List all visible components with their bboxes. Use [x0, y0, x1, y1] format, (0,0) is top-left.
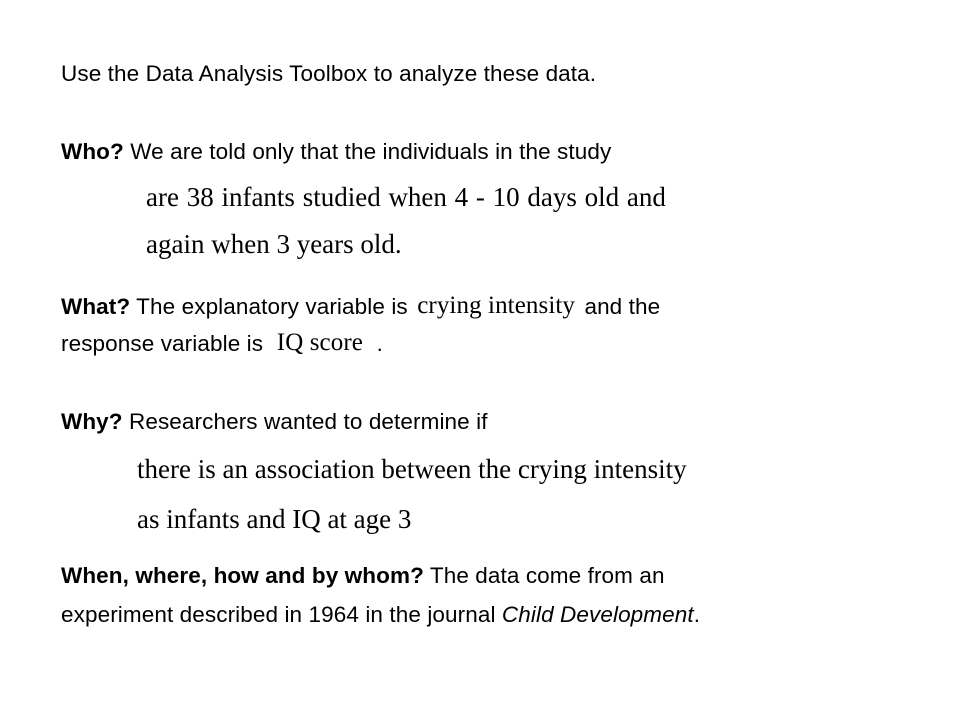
when-label: When, where, how and by whom? [61, 563, 424, 588]
response-variable-blank [263, 329, 377, 359]
who-line [61, 137, 611, 167]
what-line-1 [61, 292, 660, 322]
what-line-2 [61, 329, 383, 359]
what-label: What? [61, 294, 131, 319]
response-text-after: . [376, 331, 383, 356]
who-text: We are told only that the individuals in the study [123, 139, 612, 164]
response-variable-answer: IQ score [276, 329, 363, 356]
when-line-1 [61, 561, 665, 591]
who-label: Who? [61, 139, 124, 164]
why-line [61, 407, 488, 437]
what-text-before: The explanatory variable is [130, 294, 415, 319]
when-text: The data come from an [423, 563, 665, 588]
explanatory-variable-blank [414, 292, 578, 322]
when-line-2 [61, 600, 700, 630]
when-text-before: experiment described in 1964 in the journal [61, 602, 502, 627]
why-answer-line-1: there is an association between the crying intensity [137, 454, 687, 484]
why-text: Researchers wanted to determine if [122, 409, 488, 434]
when-text-after: . [693, 602, 701, 627]
response-text-before: response variable is [61, 331, 264, 356]
explanatory-variable-answer: crying intensity [417, 292, 576, 319]
why-label: Why? [61, 409, 123, 434]
who-answer-line-1: are 38 infants studied when 4 - 10 days old and [146, 182, 666, 212]
intro-text: Use the Data Analysis Toolbox to analyze these data. [61, 61, 597, 86]
who-answer-line-2: again when 3 years old. [146, 229, 402, 259]
why-answer-line-2: as infants and IQ at age 3 [137, 504, 412, 534]
what-text-after: and the [578, 294, 661, 319]
journal-name: Child Development [501, 602, 694, 627]
